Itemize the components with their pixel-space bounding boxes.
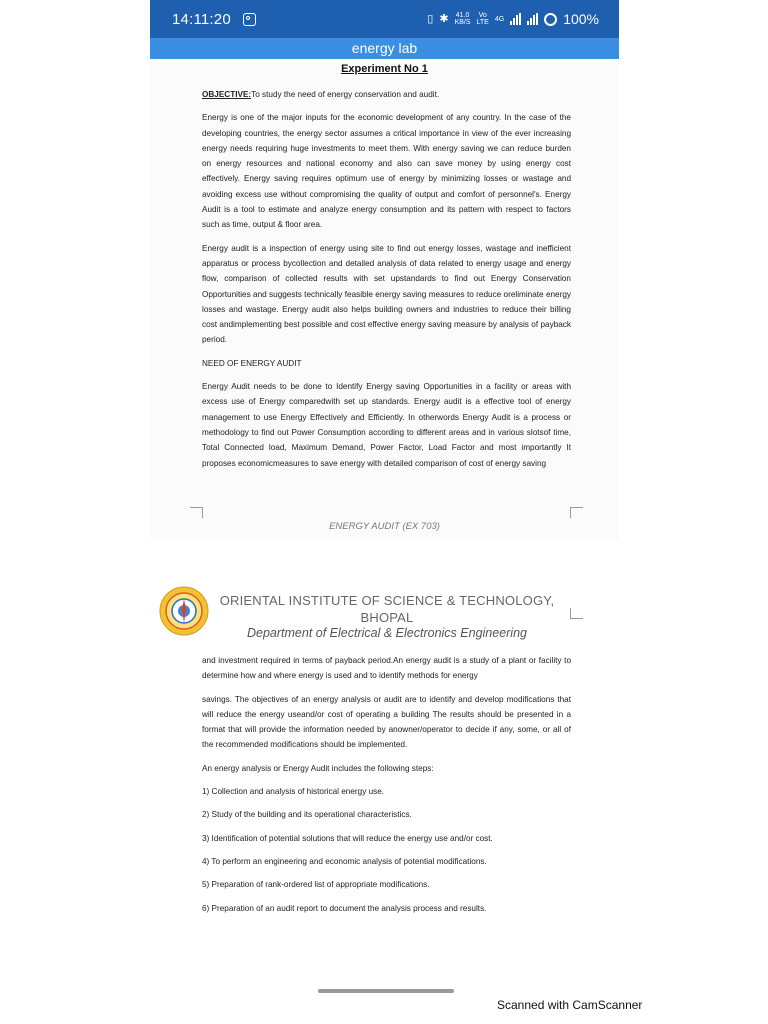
battery-level: 100% (563, 11, 599, 27)
signal-strength-2-icon (527, 13, 538, 25)
crop-mark-right (570, 507, 583, 518)
page1-content (202, 87, 571, 479)
signal-strength-1-icon (510, 13, 521, 25)
document-page-2 (150, 572, 619, 984)
battery-icon (544, 13, 557, 26)
objective-label: OBJECTIVE: (202, 90, 252, 99)
camscanner-watermark: Scanned with CamScanner (497, 998, 643, 1012)
experiment-title: Experiment No 1 (341, 63, 428, 75)
paragraph-need-of-audit: Energy Audit needs to be done to Identify Energy saving Opportunities in a facility or areas with excess use of Energy comparedwith set up standards. Energy audit is a effective tool of energy management to use Energy Effectively and Efficiently. In otherwords Energy Audit is a process or methodology to find out Power Consumption according to different areas and in various slotsof time, Total Connected load, Maximum Demand, Power Factor, Load Factor and most importantly It proposes economicmeasures to save energy with detailed comparison of cost of energy saving (202, 382, 571, 468)
network-speed-unit: KB/S (454, 19, 471, 26)
department-name: Department of Electrical & Electronics Engineering (247, 626, 527, 640)
steps-intro: An energy analysis or Energy Audit includes the following steps: (202, 763, 434, 773)
page2-content (202, 653, 571, 924)
home-gesture-bar[interactable] (318, 989, 454, 993)
clock: 14:11:20 (172, 10, 231, 28)
crop-mark-page2 (570, 608, 583, 619)
network-speed (455, 12, 471, 26)
objective (202, 87, 571, 102)
network-speed-value: 41.0 (455, 12, 470, 19)
volte-bottom: LTE (476, 19, 489, 26)
instagram-notification-icon (243, 13, 256, 26)
status-bar (150, 0, 619, 38)
objective-text: To study the need of energy conservation and audit. (251, 90, 440, 99)
step-item: 1) Collection and analysis of historical energy use. (202, 787, 385, 797)
step-item: 6) Preparation of an audit report to document the analysis process and results. (202, 903, 487, 913)
paragraph-payback: and investment required in terms of payback period.An energy audit is a study of a plant or facility to determine how and where energy is used and to identify methods for energy (202, 656, 571, 681)
step-item: 5) Preparation of rank-ordered list of appropriate modifications. (202, 880, 430, 890)
section-heading-need: NEED OF ENERGY AUDIT (202, 358, 302, 368)
paragraph-energy-importance: Energy is one of the major inputs for the economic development of any country. In the case of the developing countries, the energy sector assumes a critical importance in view of the ever increasing energy needs requiring huge investments to meet them. With energy saving we can reduce burden on energy resources and national economy and also can save money by using energy cost effectively. Energy saving requires optimum use of energy by minimizing losses or wastage and avoiding excess use without compromising the quality of output and comfort of personnel's. Energy Audit is a tool to estimate and analyze energy consumption and its pattern with respect to factors such as time, output & floor area. (202, 113, 571, 230)
crop-mark-left (190, 507, 203, 518)
institute-name-line1: ORIENTAL INSTITUTE OF SCIENCE & TECHNOLOGY, (219, 593, 555, 608)
institute-seal-logo (159, 586, 209, 636)
network-type: 4G (494, 15, 505, 23)
paragraph-objectives: savings. The objectives of an energy analysis or audit are to identify and develop modifications that will reduce the energy useand/or cost of operating a building The results should be presented in a format that will provide the information needed by anowner/operator to decide if any, some, or all of the recommended modifications should be implemented. (202, 694, 571, 750)
page-footer: ENERGY AUDIT (EX 703) (329, 521, 440, 532)
bluetooth-icon: ✱ (439, 12, 449, 25)
step-item: 4) To perform an engineering and economic analysis of potential modifications. (202, 856, 487, 866)
institute-name (212, 592, 562, 626)
volte-top: Vo (478, 12, 487, 19)
volte-indicator (477, 12, 489, 26)
document-page-1 (150, 59, 619, 540)
institute-name-line2: BHOPAL (360, 610, 414, 625)
vibrate-icon: ▯ (427, 12, 434, 25)
step-item: 2) Study of the building and its operational characteristics. (202, 810, 412, 820)
app-title: energy lab (150, 38, 619, 59)
step-item: 3) Identification of potential solutions that will reduce the energy use and/or cost. (202, 833, 493, 843)
paragraph-energy-audit-definition: Energy audit is a inspection of energy using site to find out energy losses, wastage and inefficient apparatus or process bycollection and detailed analysis of data related to energy usage and energy flow, comparison of collected results with set upstandards to find out Energy Conservation Opportunities and suggests technically feasible energy saving measures to reduce oreliminate energy losses and wastage. Energy audit also helps building owners and industries to reduce their billing cost andimplementing best possible and cost effective energy saving measure by analysis of payback period. (202, 243, 571, 345)
